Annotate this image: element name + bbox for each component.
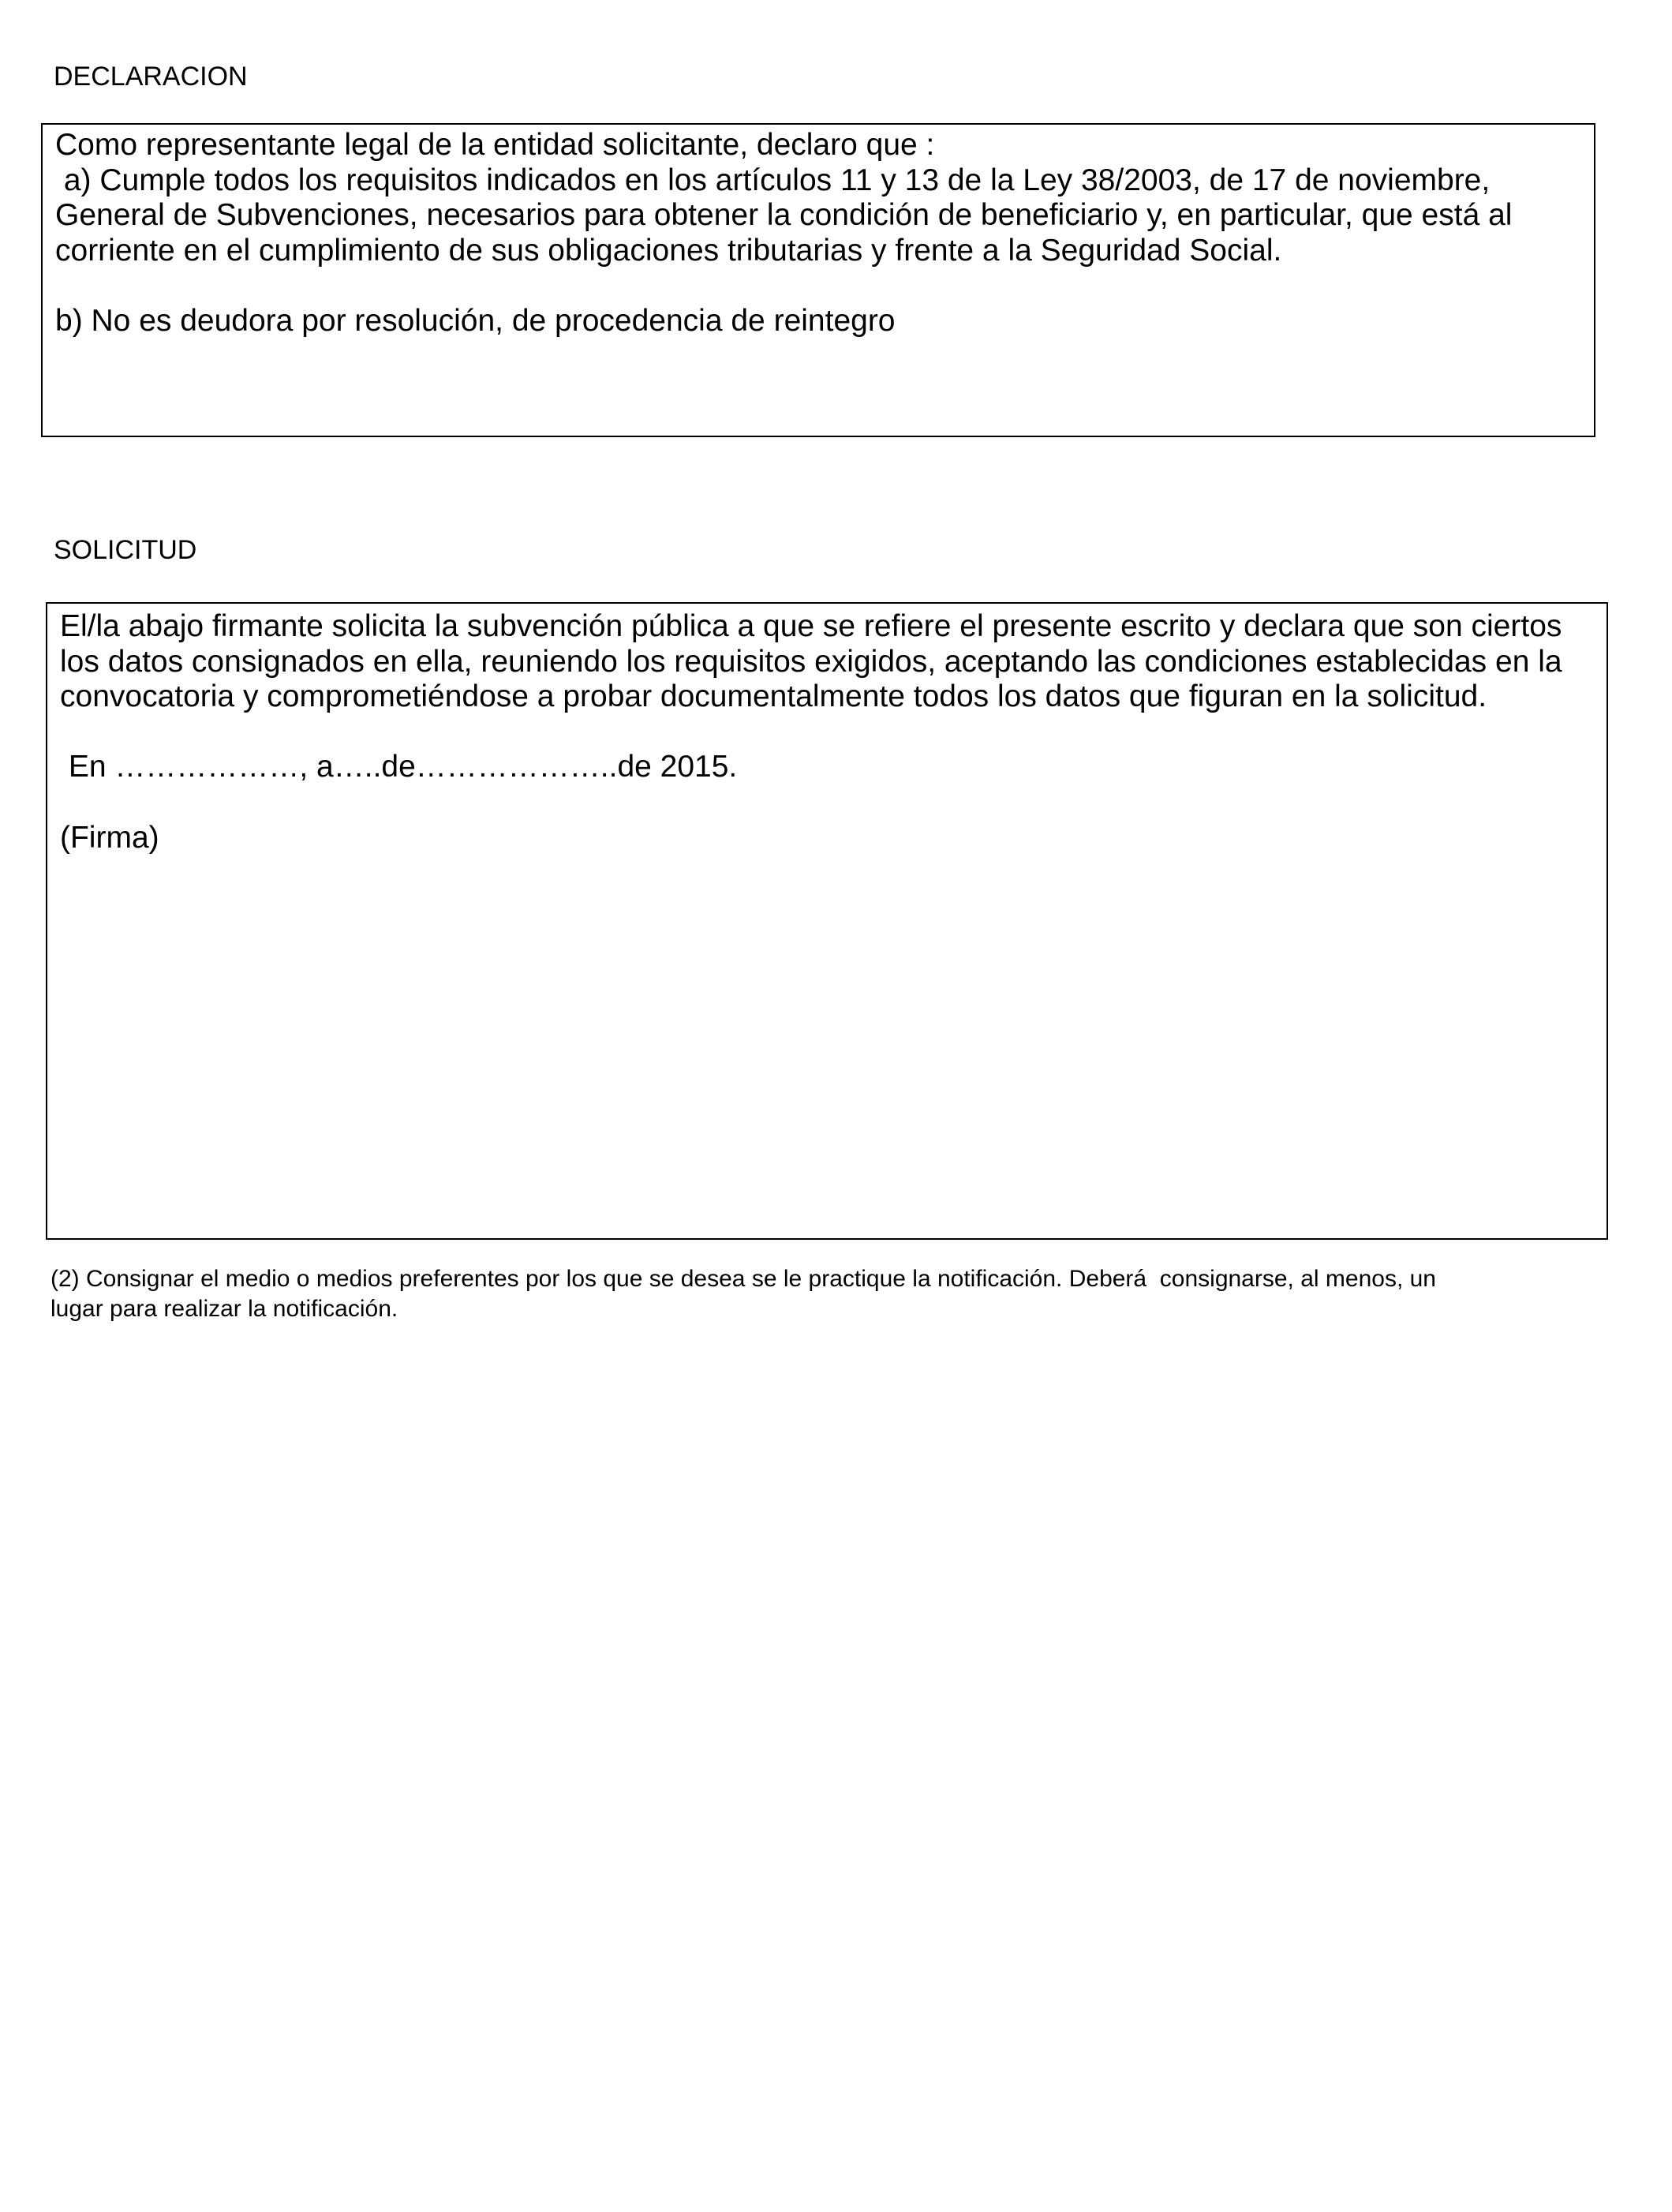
solicitud-body-line-3: convocatoria y comprometiéndose a probar documentalmente todos los datos que figuran en la solicitud.	[60, 679, 1487, 714]
declaracion-item-a-line-2: General de Subvenciones, necesarios para obtener la condición de beneficiario y, en particular, que está al	[55, 198, 1513, 233]
spacer	[60, 715, 1607, 750]
solicitud-body-line-1: El/la abajo firmante solicita la subvención pública a que se refiere el presente escrito y declara que son ciertos	[60, 609, 1562, 643]
declaracion-box	[41, 123, 1595, 437]
solicitud-body-line-2: los datos consignados en ella, reuniendo los requisitos exigidos, aceptando las condiciones establecidas en la	[60, 644, 1562, 679]
declaracion-item-a-line-1: a) Cumple todos los requisitos indicados en los artículos 11 y 13 de la Ley 38/2003, de 17 de noviembre,	[55, 163, 1491, 197]
solicitud-heading: SOLICITUD	[54, 535, 197, 565]
solicitud-place-date: En ………………, a…..de………………..de 2015.	[60, 750, 738, 784]
footnote-line-1: (2) Consignar el medio o medios preferentes por los que se desea se le practique la notificación. Deberá consignarse, al menos, un	[50, 1266, 1436, 1292]
spacer	[60, 785, 1607, 821]
declaracion-item-b: b) No es deudora por resolución, de procedencia de reintegro	[55, 303, 896, 338]
declaracion-intro: Como representante legal de la entidad solicitante, declaro que :	[55, 128, 935, 162]
solicitud-signature: (Firma)	[60, 820, 159, 855]
declaracion-heading: DECLARACION	[54, 62, 248, 92]
footnote	[50, 1264, 1436, 1324]
footnote-line-2: lugar para realizar la notificación.	[50, 1296, 398, 1322]
solicitud-box	[46, 602, 1608, 1240]
declaracion-item-a-line-3: corriente en el cumplimiento de sus obligaciones tributarias y frente a la Seguridad Social.	[55, 233, 1282, 268]
spacer	[55, 268, 1594, 304]
